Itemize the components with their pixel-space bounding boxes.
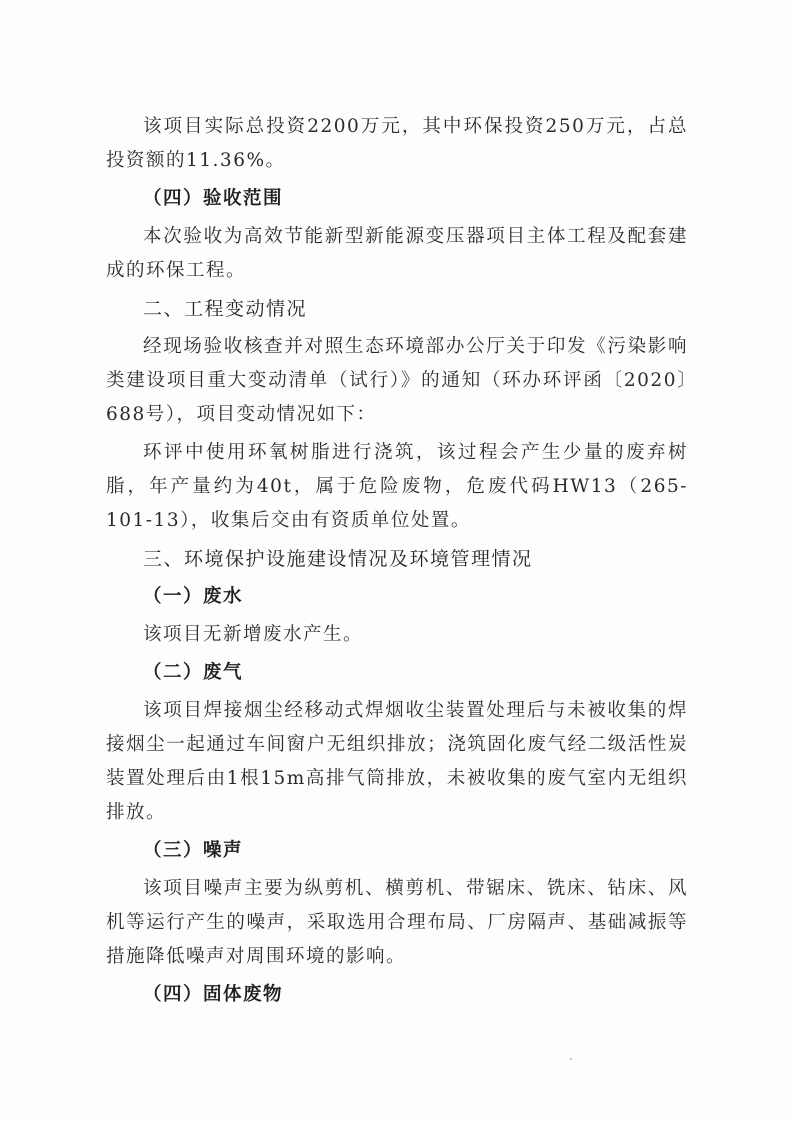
section-heading-noise: （三）噪声 — [143, 840, 244, 861]
verification-paragraph: 经现场验收核查并对照生态环境部办公厅关于印发《污染影响类建设项目重大变动清单（试行）》的通知（环办环评函〔2020〕688号），项目变动情况如下： — [106, 336, 688, 425]
section-heading-solid-waste: （四）固体废物 — [143, 984, 284, 1005]
document-body — [106, 110, 688, 1016]
section-heading-exhaust-gas: （二）废气 — [143, 662, 244, 683]
section-heading-project-changes: 二、工程变动情况 — [143, 298, 308, 320]
epoxy-resin-paragraph: 环评中使用环氧树脂进行浇筑，该过程会产生少量的废弃树脂，年产量约为40t，属于危险废物，危废代码HW13（265-101-13），收集后交由有资质单位处置。 — [106, 442, 688, 531]
exhaust-gas-paragraph: 该项目焊接烟尘经移动式焊烟收尘装置处理后与未被收集的焊接烟尘一起通过车间窗户无组织排放；浇筑固化废气经二级活性炭装置处理后由1根15m高排气筒排放，未被收集的废气室内无组织排放。 — [106, 700, 688, 823]
investment-paragraph: 该项目实际总投资2200万元，其中环保投资250万元，占总投资额的11.36%。 — [106, 116, 688, 171]
acceptance-scope-paragraph: 本次验收为高效节能新型新能源变压器项目主体工程及配套建成的环保工程。 — [106, 226, 688, 281]
section-heading-environmental-facilities: 三、环境保护设施建设情况及环境管理情况 — [143, 548, 533, 570]
section-heading-acceptance-scope: （四）验收范围 — [143, 188, 284, 209]
section-heading-wastewater: （一）废水 — [143, 586, 244, 607]
scan-speck — [570, 1058, 572, 1060]
noise-paragraph: 该项目噪声主要为纵剪机、横剪机、带锯床、铣床、钻床、风机等运行产生的噪声，采取选用合理布局、厂房隔声、基础减振等措施降低噪声对周围环境的影响。 — [106, 878, 688, 967]
wastewater-paragraph: 该项目无新增废水产生。 — [143, 624, 364, 645]
